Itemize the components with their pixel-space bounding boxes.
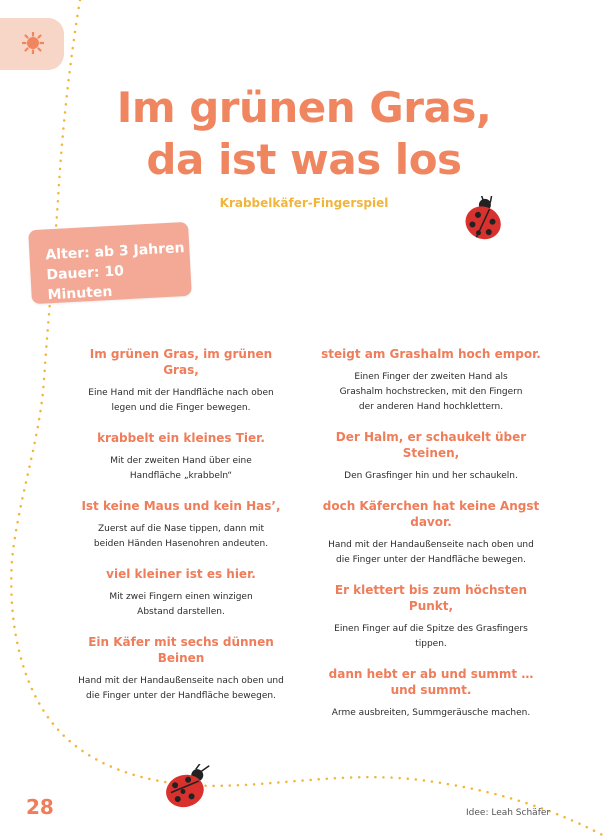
page-number: 28 bbox=[26, 795, 54, 819]
verse-instruction: Handfläche „krabbeln“ bbox=[129, 471, 233, 481]
verse-line: krabbelt ein kleines Tier. bbox=[97, 431, 265, 445]
verse-instruction: Einen Finger der zweiten Hand als bbox=[354, 372, 508, 382]
corner-tab bbox=[0, 18, 64, 70]
sun-icon bbox=[22, 32, 44, 54]
verse-instruction: Arme ausbreiten, Summgeräusche machen. bbox=[331, 708, 531, 718]
verse-instruction: Eine Hand mit der Handfläche nach oben bbox=[88, 388, 274, 398]
verse-line: doch Käferchen hat keine Angst davor. bbox=[322, 499, 540, 529]
credit-text: Idee: Leah Schäfer bbox=[466, 808, 551, 818]
verse-block bbox=[320, 666, 542, 721]
verse-block bbox=[70, 430, 292, 484]
verse-column-left bbox=[70, 346, 292, 718]
verse-instruction: legen und die Finger bewegen. bbox=[111, 403, 251, 413]
page-title-line-2: da ist was los bbox=[146, 135, 462, 184]
verse-line: Der Halm, er schaukelt über Steinen, bbox=[335, 430, 527, 460]
verse-line: Ist keine Maus und kein Has’, bbox=[81, 499, 281, 513]
verse-block bbox=[320, 582, 542, 652]
verse-instruction: der anderen Hand hochklettern. bbox=[358, 402, 504, 412]
verse-line: Er klettert bis zum höchsten Punkt, bbox=[334, 583, 528, 613]
verse-instruction: Mit zwei Fingern einen winzigen bbox=[109, 592, 253, 602]
verse-instruction: die Finger unter der Handfläche bewegen. bbox=[336, 555, 526, 565]
verse-block bbox=[70, 634, 292, 704]
verse-instruction: Den Grasfinger hin und her schaukeln. bbox=[344, 471, 518, 481]
ladybug-icon bbox=[160, 764, 216, 810]
duration-label: Dauer: 10 Minuten bbox=[46, 263, 125, 304]
verse-line: steigt am Grashalm hoch empor. bbox=[321, 347, 541, 361]
verse-line: Ein Käfer mit sechs dünnen Beinen bbox=[88, 635, 274, 665]
verse-instruction: Grashalm hochstrecken, mit den Fingern bbox=[339, 387, 523, 397]
verse-block bbox=[320, 346, 542, 415]
verse-instruction: Zuerst auf die Nase tippen, dann mit bbox=[97, 524, 265, 534]
ladybug-icon bbox=[458, 196, 510, 246]
verse-instruction: Einen Finger auf die Spitze des Grasfingers tippen. bbox=[334, 624, 528, 649]
verse-block bbox=[70, 498, 292, 552]
subtitle: Krabbelkäfer-Fingerspiel bbox=[219, 196, 389, 210]
verse-instruction: Hand mit der Handaußenseite nach oben und bbox=[78, 676, 284, 686]
verse-instruction: Hand mit der Handaußenseite nach oben und bbox=[328, 540, 534, 550]
verse-block bbox=[70, 346, 292, 416]
verse-block bbox=[320, 498, 542, 568]
verse-line: Im grünen Gras, im grünen Gras, bbox=[89, 347, 273, 377]
verse-block bbox=[70, 566, 292, 620]
verse-column-right bbox=[320, 346, 542, 735]
page-title-line-1: Im grünen Gras, bbox=[116, 83, 492, 132]
age-label: Alter: ab 3 Jahren bbox=[45, 240, 185, 264]
verse-instruction: die Finger unter der Handfläche bewegen. bbox=[86, 691, 276, 701]
info-box bbox=[28, 222, 192, 304]
verse-instruction: Abstand darstellen. bbox=[137, 607, 225, 617]
verse-instruction: Mit der zweiten Hand über eine bbox=[110, 456, 252, 466]
verse-line: viel kleiner ist es hier. bbox=[106, 567, 256, 581]
verse-instruction: beiden Händen Hasenohren andeuten. bbox=[93, 539, 269, 549]
verse-line: dann hebt er ab und summt … und summt. bbox=[328, 667, 534, 697]
verse-block bbox=[320, 429, 542, 484]
